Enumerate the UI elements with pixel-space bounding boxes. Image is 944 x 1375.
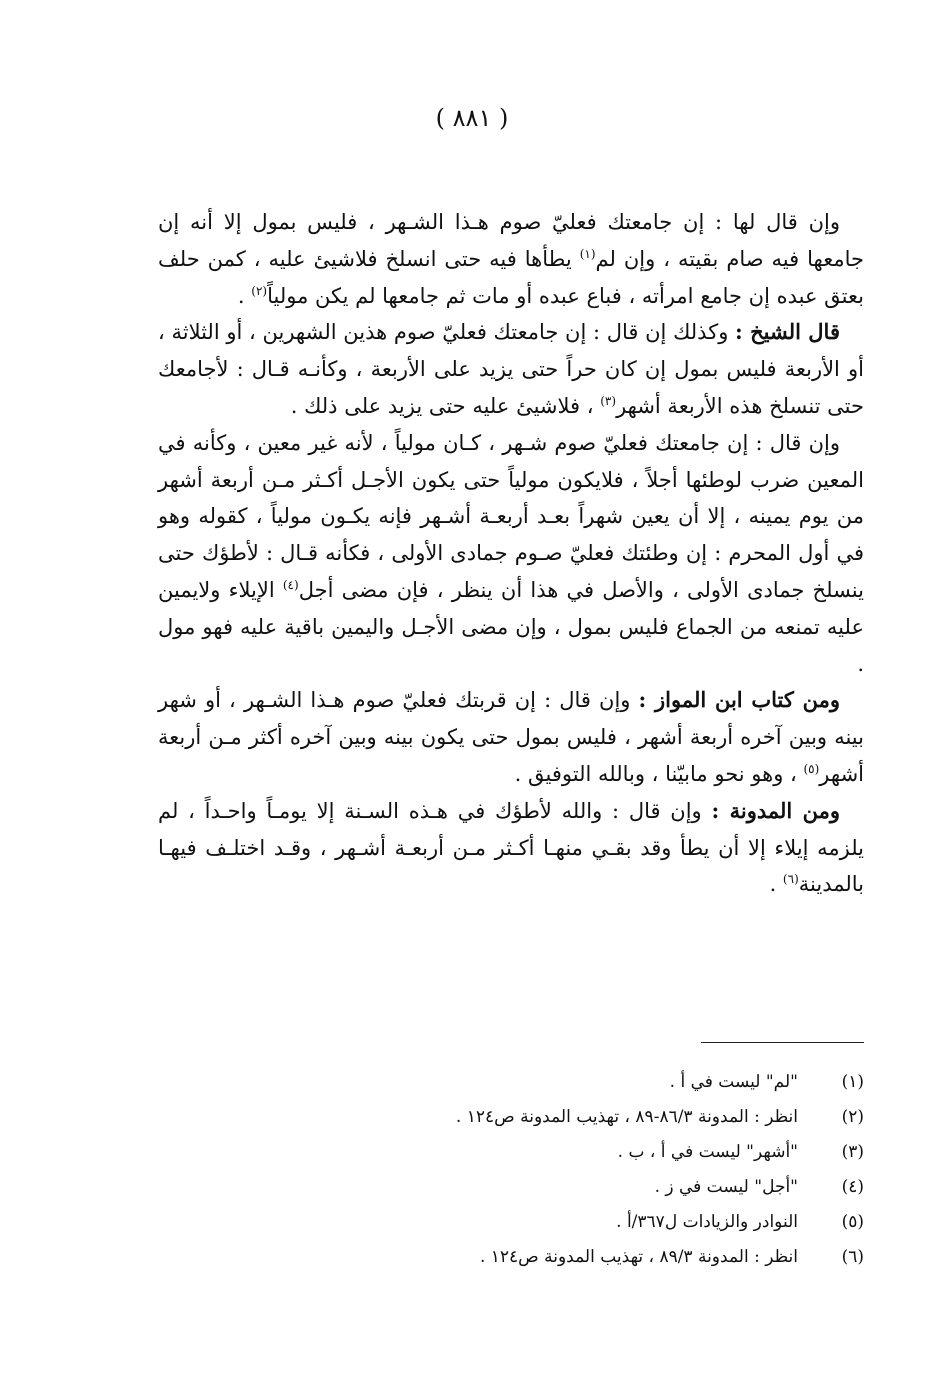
text-line: يلزمه إيلاء إلا أن يطأ وقد بقـي منهـا أكـثر مـن أربعـة أشـهر ، وقـد اختلـف فيهـا (158, 835, 864, 860)
footnote-item (158, 1205, 864, 1240)
footnote-item (158, 1100, 864, 1135)
section-lead: ومن المدونة : (711, 797, 841, 823)
text-line: . (769, 872, 783, 897)
section-lead: قال الشيخ : (735, 319, 840, 345)
text-line: كقوله وهو في أول المحرم : إن وطئتك فعليّ صـوم جمادى الأولى ، فكأنه قـال : (158, 504, 864, 566)
text-line: الثلاثة ، أو الأربعة فليس بمول إن كان حراً حتى يزيد على الأربعة ، وكأنـه قـال : (158, 320, 864, 382)
footnote-ref: (١) (579, 246, 596, 261)
footnote-ref: (٦) (782, 872, 799, 887)
footnote-number: (٦) (841, 1247, 864, 1267)
footnote-number: (١) (841, 1072, 864, 1092)
text-line: لأطؤك حتى ينسلخ جمادى الأولى ، والأصل في هذا أن ينظر ، فإن مضى أجل (158, 541, 864, 602)
text-line: وإن قال لها : إن جامعتك فعليّ صوم هـذا الشـهر ، فليس بمول إلا أنه إن (158, 210, 840, 234)
footnote-ref: (٢) (251, 283, 268, 298)
text-line: الإيلاء ولايمين عليه تمنعه من الجماع فليس بمول ، وإن مضى الأجـل واليمين باقية (158, 577, 864, 639)
footnote-item (158, 1065, 864, 1100)
text-line: ، وهو نحو مابيّنا ، وبالله التوفيق . (514, 761, 804, 786)
footnote-text: انظر : المدونة ٨٦/٣-٨٩ ، تهذيب المدونة ص١٢٤ . (455, 1107, 798, 1127)
paragraph-4 (158, 682, 864, 792)
footnote-text: انظر : المدونة ٨٩/٣ ، تهذيب المدونة ص١٢٤ . (479, 1247, 798, 1267)
text-line: شهر بينه وبين آخره أربعة أشهر ، فليس بمول حتى يكون بينه وبين آخره أكثر مـن (158, 688, 864, 750)
text-line: وكذلك إن قال : إن جامعتك فعليّ صوم هذين الشهرين ، أو (226, 320, 736, 345)
paragraph-1 (158, 204, 864, 314)
text-line: . (237, 283, 252, 308)
footnote-ref: (٣) (600, 393, 617, 408)
paragraph-2 (158, 314, 864, 424)
footnote-number: (٤) (841, 1177, 864, 1197)
section-lead: ومن كتاب ابن المواز : (638, 687, 840, 713)
text-line: لأجامعك حتى تنسلخ هذه الأربعة أشهر (158, 357, 864, 418)
text-line: جامعها فيه صام بقيته ، وإن لم (595, 246, 864, 271)
text-line: بعتق عبده إن جامع امرأته ، فباع عبده أو مات ثم جامعها لم يكن مولياً (267, 283, 864, 308)
footnote-ref: (٥) (803, 761, 820, 776)
footnote-text: "لم" ليست في أ . (669, 1072, 798, 1092)
text-line: بالمدينة (798, 872, 864, 897)
paragraph-3 (158, 425, 864, 683)
footnote-number: (٣) (841, 1142, 864, 1162)
footnote-text: "أجل" ليست في ز . (654, 1177, 798, 1197)
page-number: ( ٨٨١ ) (435, 104, 509, 132)
footnote-text: النوادر والزيادات ل٣٦٧/أ . (616, 1212, 798, 1232)
text-line: وإن قال : إن جامعتك فعليّ صوم شـهر ، كـان مولياً ، لأنه غير معين ، (243, 430, 840, 455)
text-line: عليه فهو مول . (158, 614, 864, 676)
footnote-item (158, 1170, 864, 1205)
footnote-number: (٢) (841, 1107, 864, 1127)
footnote-text: "أشهر" ليست في أ ، ب . (617, 1142, 798, 1162)
body-text (158, 204, 864, 903)
text-line: وإن قال : إن قربتك فعليّ صوم هـذا الشـهر ، أو (204, 688, 639, 713)
text-line: وإن قال : والله لأطؤك في هـذه السـنة إلا يومـاً واحـداً ، لم (158, 798, 712, 823)
footnote-ref: (٤) (282, 577, 299, 592)
text-line: ، فلاشيئ عليه حتى يزيد على ذلك . (290, 393, 601, 418)
text-line: أربعة أشهر من يوم يمينه ، إلا أن يعين شهراً بعـد أربعـة أشـهر فإنه يكـون مولياً ، (158, 467, 864, 529)
text-line: وكأنه في المعين ضرب لوطئها أجلاً ، فلايكون مولياً حتى يكون الأجـل أكـثر مـن (158, 430, 864, 492)
footnotes (158, 1065, 864, 1275)
text-line: يطأها فيه حتى انسلخ فلاشيئ عليه ، كمن حلف (158, 246, 572, 271)
footnote-item (158, 1240, 864, 1275)
paragraph-5 (158, 793, 864, 903)
text-line: أربعة أشهر (158, 725, 864, 786)
footnote-item (158, 1135, 864, 1170)
footnote-number: (٥) (841, 1212, 864, 1232)
footnote-divider (701, 1042, 864, 1043)
